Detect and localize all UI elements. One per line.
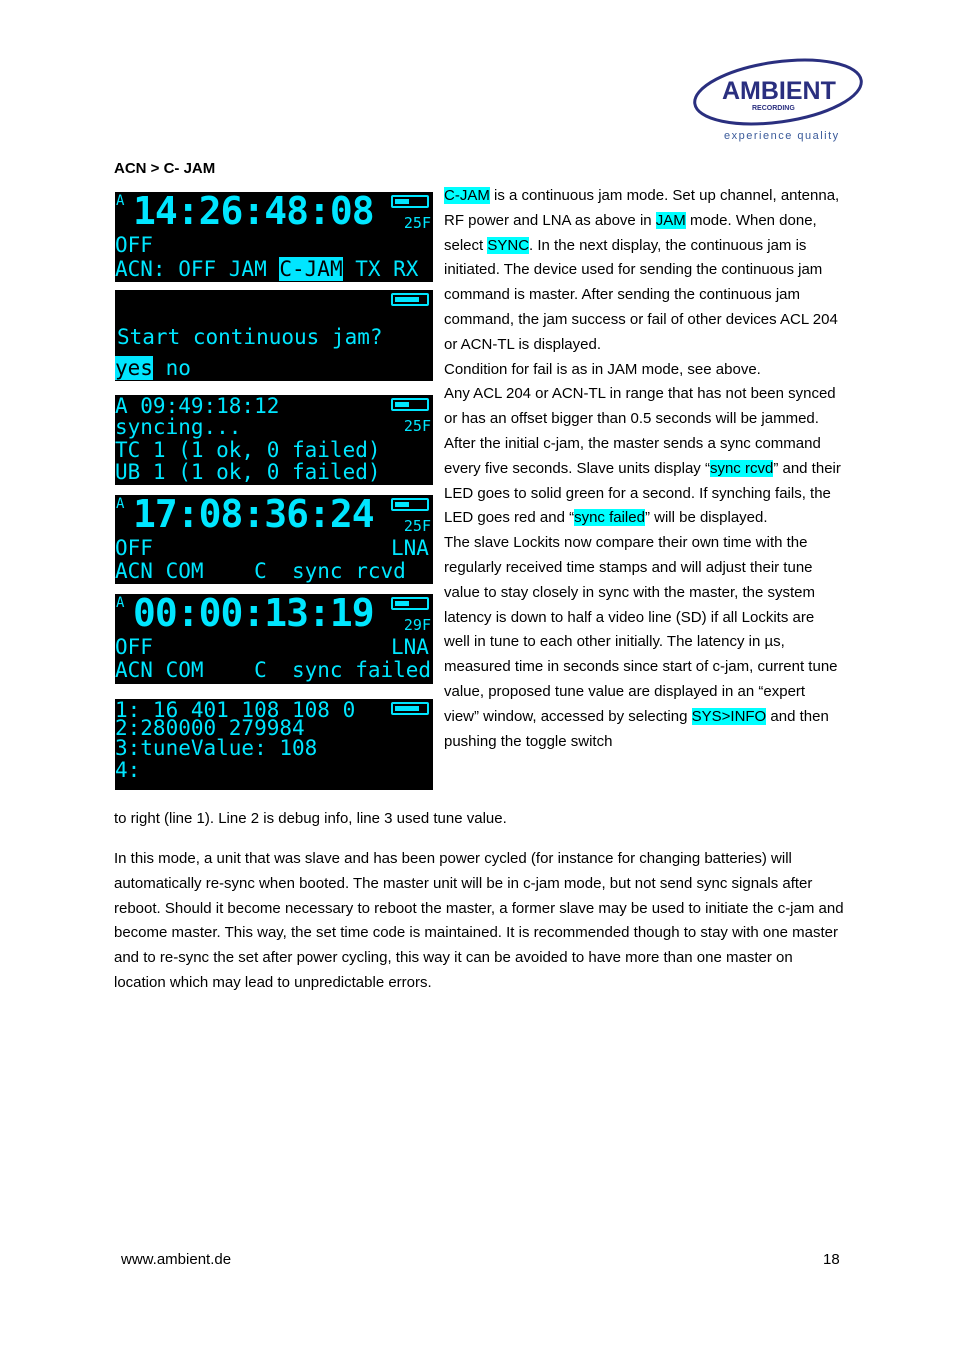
tc-result: TC 1 (1 ok, 0 failed) xyxy=(115,438,381,462)
fps-label: 29F xyxy=(403,616,431,634)
acn-menu-line: ACN: OFF JAM C-JAM TX RX xyxy=(115,257,419,281)
ub-result: UB 1 (1 ok, 0 failed) xyxy=(115,460,381,484)
expert-line-1: 1: 16 401 108 108 0 xyxy=(115,699,356,722)
no-option: no xyxy=(152,356,191,380)
footer-url: www.ambient.de xyxy=(121,1251,232,1268)
battery-icon xyxy=(391,498,429,511)
fail-condition-paragraph: Condition for fail is as in JAM mode, see above. xyxy=(444,360,761,378)
timecode: 17:08:36:24 xyxy=(133,495,374,536)
fps-label: 25F xyxy=(403,517,431,535)
ambient-logo xyxy=(690,52,870,144)
lna-label: LNA xyxy=(391,635,429,659)
timecode-line: A 09:49:18:12 xyxy=(115,395,280,418)
brand-tagline: experience quality xyxy=(724,130,840,142)
timecode: 00:00:13:19 xyxy=(133,594,374,635)
rf-status: OFF xyxy=(115,635,153,659)
sync-paragraph: Any ACL 204 or ACN-TL in range that has not been synced or has an offset bigger than 0.5 seconds will be jammed. After the initial c-jam, the master sends a sync command every five seconds. Slave units display “sync rcvd” and their LED goes to solid green for a second. If synching fails, the LED goes red and “sync failed” will be displayed. xyxy=(444,385,841,527)
confirm-options xyxy=(115,358,191,379)
confirm-question: Start continuous jam? xyxy=(117,325,383,349)
display-screen-expert-view xyxy=(115,699,433,790)
battery-icon xyxy=(391,398,429,411)
brand-name: AMBIENT xyxy=(722,77,836,105)
channel-letter: A xyxy=(116,496,125,512)
channel-letter: A xyxy=(116,595,125,611)
expert-line-4: 4: xyxy=(115,758,141,782)
timecode: 14:26:48:08 xyxy=(133,192,374,233)
display-screen-cjam-menu xyxy=(115,192,433,282)
display-screen-syncing xyxy=(115,395,433,485)
expert-line-3: 3:tuneValue: 108 xyxy=(115,736,318,760)
yes-option: yes xyxy=(115,356,153,380)
battery-icon xyxy=(391,597,429,610)
sync-status-line: ACN COM C sync rcvd xyxy=(115,559,406,583)
fps-label: 25F xyxy=(403,417,431,435)
battery-icon xyxy=(391,195,429,208)
display-screen-sync-failed xyxy=(115,594,433,684)
resync-paragraph: In this mode, a unit that was slave and has been power cycled (for instance for changing batteries) will automatically re-sync when booted. The master unit will be in c-jam mode, but not send sync signals after reboot. Should it become necessary to reboot the master, a former slave may be used to initiate the c-jam and become master. This way, the set time code is maintained. It is recommended though to stay with one master and to re-sync the set after power cycling, this way it can be avoided to have more than one master on location which may lead to unpredictable errors. xyxy=(114,850,844,991)
battery-icon xyxy=(391,293,429,306)
cjam-option: C-JAM xyxy=(279,257,343,281)
section-title: ACN > C- JAM xyxy=(114,160,216,177)
channel-letter: A xyxy=(116,193,125,209)
description-column xyxy=(444,184,844,754)
tune-paragraph: The slave Lockits now compare their own time with the regularly received time stamps and will adjust their tune value to stay closely in sync with the master, the system latency is down to half a video line (SD) if all Lockits are well in tune to each other initially. The latency in µs, measured time in seconds since start of c-jam, current tune value, proposed tune value are displayed in an “expert view” window, accessed by selecting SYS>INFO and then pushing the toggle switch xyxy=(444,534,838,750)
syncing-status: syncing... xyxy=(115,415,242,439)
lna-label: LNA xyxy=(391,536,429,560)
page-number: 18 xyxy=(823,1251,840,1268)
brand-sub: RECORDING xyxy=(752,105,795,112)
rf-status: OFF xyxy=(115,536,153,560)
fps-label: 25F xyxy=(403,214,431,232)
display-screen-sync-rcvd xyxy=(115,495,433,584)
wrap-line: to right (line 1). Line 2 is debug info, line 3 used tune value. xyxy=(114,810,507,827)
battery-icon xyxy=(391,702,429,715)
expert-line-2: 2:280000 279984 xyxy=(115,716,305,740)
display-screen-confirm xyxy=(115,290,433,381)
rf-status: OFF xyxy=(115,233,153,257)
sync-status-line: ACN COM C sync failed xyxy=(115,658,432,682)
cjam-intro-paragraph: C-JAM is a continuous jam mode. Set up channel, antenna, RF power and LNA as above in JAM mode. When done, select SYNC. In the next display, the continuous jam is initiated. The device used for sending the continuous jam command is master. After sending the continuous jam command, the jam success or fail of other devices ACL 204 or ACN-TL is displayed. xyxy=(444,187,840,353)
